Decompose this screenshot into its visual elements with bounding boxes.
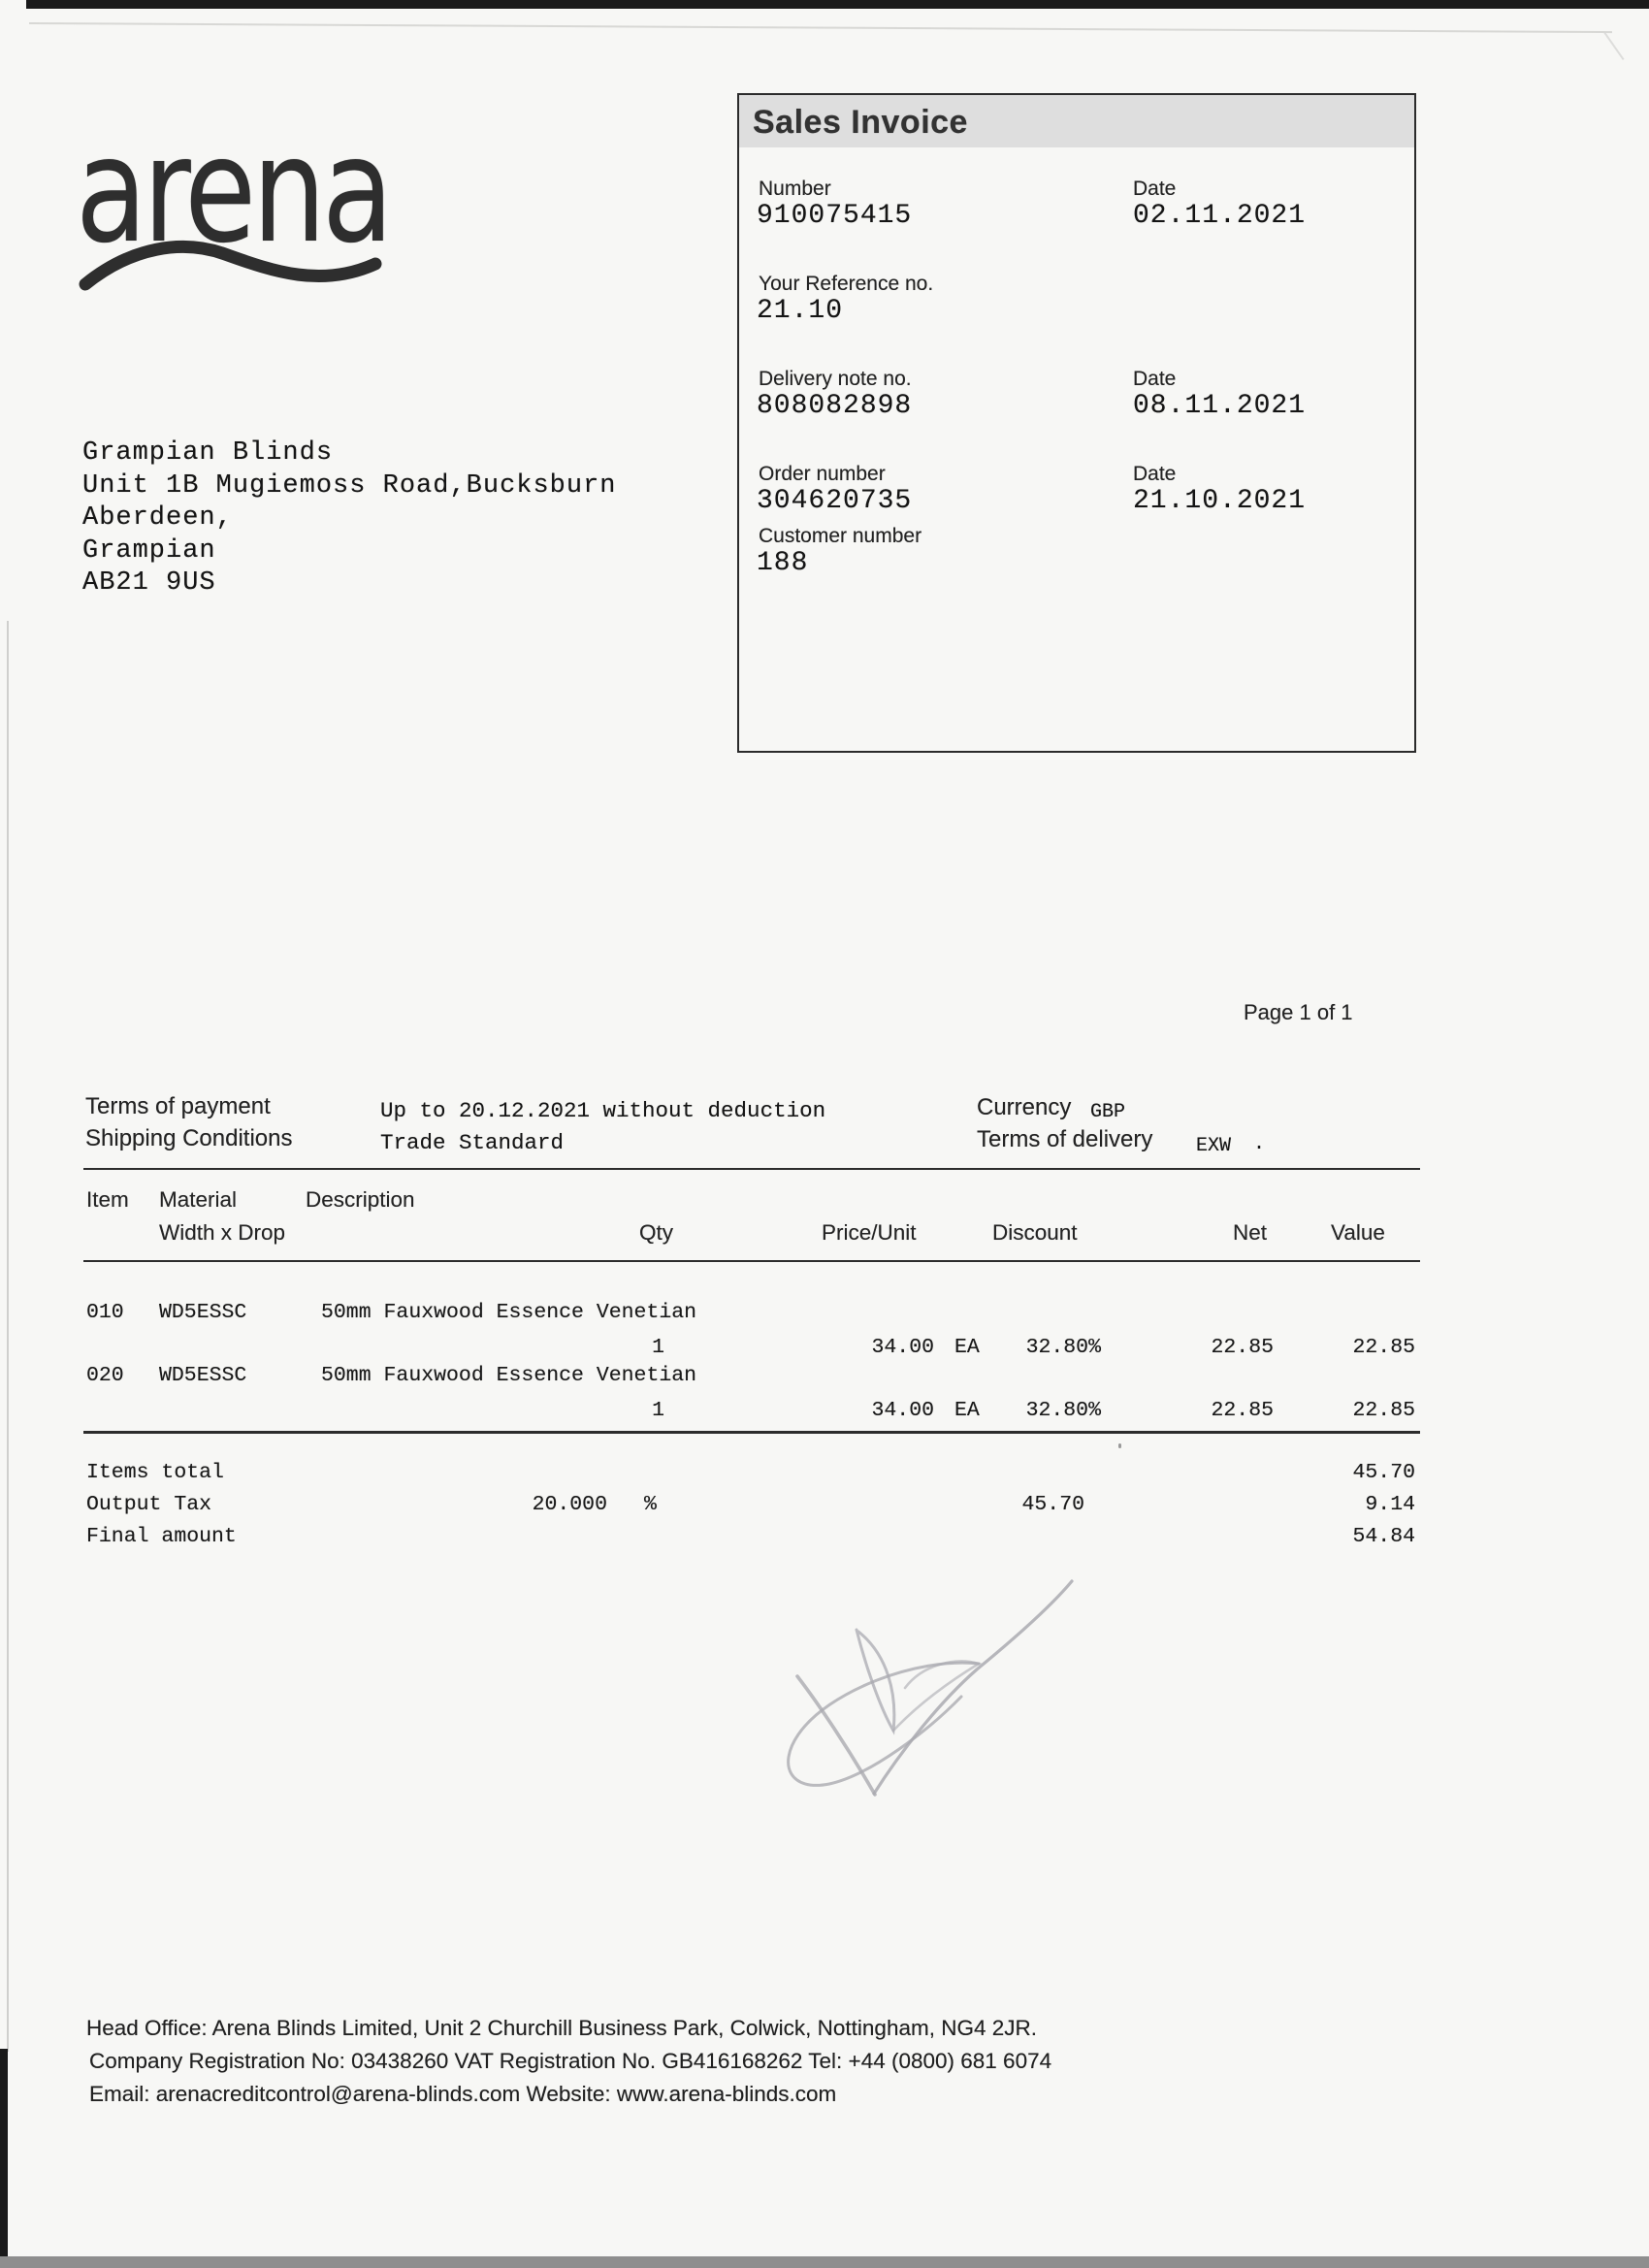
terms-of-payment-value: Up to 20.12.2021 without deduction [380, 1098, 826, 1123]
shipping-conditions-value: Trade Standard [380, 1130, 565, 1155]
terms-of-delivery-label: Terms of delivery [977, 1126, 1153, 1152]
your-reference-label: Your Reference no. [759, 273, 934, 295]
delivery-note-label: Delivery note no. [759, 368, 912, 390]
scan-top-edge [26, 0, 1649, 9]
table-totals-rule [83, 1431, 1420, 1434]
row-net: 22.85 [1211, 1336, 1274, 1359]
scan-speck [1118, 1443, 1121, 1448]
col-header-description: Description [306, 1187, 415, 1212]
footer-contact: Email: arenacreditcontrol@arena-blinds.com Website: www.arena-blinds.com [89, 2082, 837, 2106]
order-number-label: Order number [759, 463, 886, 485]
output-tax-label: Output Tax [86, 1493, 212, 1516]
scan-bottom-bar [0, 2256, 1649, 2268]
row-qty: 1 [652, 1399, 664, 1422]
customer-number-label: Customer number [759, 525, 922, 547]
scan-page-top-line [29, 22, 1612, 33]
terms-of-delivery-value: EXW [1196, 1135, 1232, 1157]
invoice-date-value: 02.11.2021 [1133, 201, 1307, 231]
row-value: 22.85 [1352, 1399, 1415, 1422]
logo-swoosh-icon [78, 233, 398, 301]
shipping-conditions-label: Shipping Conditions [85, 1125, 293, 1151]
row-unit: EA [954, 1399, 980, 1422]
scan-bottom-left-edge [0, 2049, 8, 2268]
output-tax-rate: 20.000 [532, 1493, 607, 1516]
row-item: 010 [86, 1301, 124, 1324]
invoice-number-value: 910075415 [757, 201, 913, 231]
row-net: 22.85 [1211, 1399, 1274, 1422]
row-description: 50mm Fauxwood Essence Venetian [321, 1364, 697, 1387]
signature [771, 1570, 1101, 1807]
row-qty: 1 [652, 1336, 664, 1359]
currency-label: Currency [977, 1094, 1072, 1120]
order-date-label: Date [1133, 463, 1177, 485]
row-price-unit: 34.00 [871, 1336, 934, 1359]
delivery-date-value: 08.11.2021 [1133, 391, 1307, 421]
row-material: WD5ESSC [159, 1364, 247, 1387]
row-material: WD5ESSC [159, 1301, 247, 1324]
footer-head-office: Head Office: Arena Blinds Limited, Unit 2 Churchill Business Park, Colwick, Nottingham, NG4 2JR. [86, 2016, 1037, 2040]
col-header-discount: Discount [992, 1220, 1078, 1245]
recipient-line: Grampian [82, 535, 216, 566]
row-price-unit: 34.00 [871, 1399, 934, 1422]
row-value: 22.85 [1352, 1336, 1415, 1359]
col-header-value: Value [1331, 1220, 1385, 1245]
final-amount-label: Final amount [86, 1525, 237, 1548]
recipient-line: Unit 1B Mugiemoss Road,Bucksburn [82, 470, 617, 501]
your-reference-value: 21.10 [757, 296, 844, 326]
currency-value: GBP [1090, 1101, 1126, 1123]
invoice-title-bar [739, 95, 1414, 147]
customer-number-value: 188 [757, 548, 809, 578]
delivery-date-label: Date [1133, 368, 1177, 390]
recipient-line: AB21 9US [82, 568, 216, 599]
order-date-value: 21.10.2021 [1133, 486, 1307, 516]
invoice-number-label: Number [759, 178, 831, 200]
col-header-price-unit: Price/Unit [822, 1220, 917, 1245]
table-top-rule [83, 1168, 1420, 1170]
recipient-line: Grampian Blinds [82, 438, 334, 468]
recipient-address [82, 437, 616, 600]
final-amount-value: 54.84 [1352, 1525, 1415, 1548]
items-total-label: Items total [86, 1461, 224, 1484]
output-tax-percent-sign: % [644, 1493, 657, 1516]
col-header-width-drop: Width x Drop [159, 1220, 286, 1245]
page-indicator: Page 1 of 1 [1244, 1000, 1353, 1024]
row-item: 020 [86, 1364, 124, 1387]
col-header-item: Item [86, 1187, 129, 1212]
row-discount: 32.80% [1025, 1399, 1101, 1422]
terms-of-payment-label: Terms of payment [85, 1093, 271, 1119]
row-unit: EA [954, 1336, 980, 1359]
row-description: 50mm Fauxwood Essence Venetian [321, 1301, 697, 1324]
invoice-date-label: Date [1133, 178, 1177, 200]
table-header-rule [83, 1260, 1420, 1262]
invoice-header-box [737, 93, 1416, 753]
col-header-qty: Qty [639, 1220, 674, 1245]
delivery-note-value: 808082898 [757, 391, 913, 421]
scan-page-corner-line [1603, 32, 1624, 60]
col-header-net: Net [1233, 1220, 1268, 1245]
scan-left-edge-line [7, 621, 9, 2052]
recipient-line: Aberdeen, [82, 503, 233, 534]
order-number-value: 304620735 [757, 486, 913, 516]
invoice-title: Sales Invoice [753, 104, 968, 141]
items-total-value: 45.70 [1352, 1461, 1415, 1484]
output-tax-value: 9.14 [1365, 1493, 1415, 1516]
terms-of-delivery-suffix: . [1253, 1133, 1266, 1155]
col-header-material: Material [159, 1187, 238, 1212]
row-discount: 32.80% [1025, 1336, 1101, 1359]
footer-registration: Company Registration No: 03438260 VAT Registration No. GB416168262 Tel: +44 (0800) 681 6074 [89, 2049, 1052, 2073]
arena-logo: arena [76, 107, 390, 275]
output-tax-base: 45.70 [1021, 1493, 1084, 1516]
